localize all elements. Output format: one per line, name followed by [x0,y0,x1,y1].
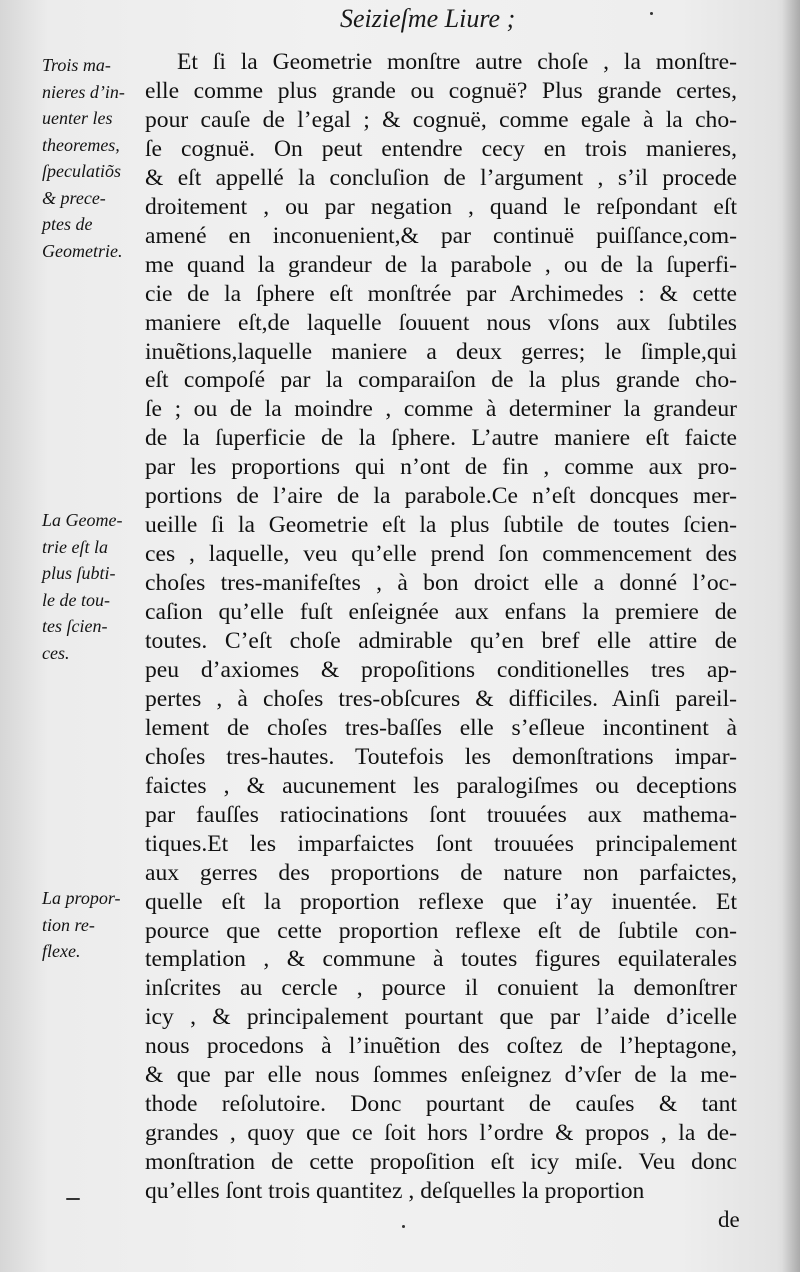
margin-note-trois-manieres [42,52,146,264]
text-line: maniere eſt,de laquelle ſouuent nous vſons aux ſubtiles [145,309,737,336]
text-line: thode reſolutoire. Donc pourtant de cauſes & tant [145,1091,737,1118]
text-line: inuẽtions,laquelle maniere a deux gerres; le ſimple,qui [145,338,737,365]
margin-note-line: plus ſubti- [42,563,116,583]
text-line: templation , & commune à toutes figures equilaterales [145,946,737,973]
margin-note-line: le de tou- [42,589,110,610]
text-line: par fauſſes ratiocinations ſont trouuées aux mathema- [145,801,737,828]
text-line: amené en inconuenient,& par continuë puiſſance,com- [145,222,737,249]
text-line: ſe cognuë. On peut entendre cecy en trois manieres, [145,135,737,162]
running-head: Seizieſme Liure ; [340,4,516,33]
text-line: par les proportions qui n’ont de fin , comme aux pro- [145,454,737,481]
text-line: elle comme plus grande ou cognuë? Plus grande certes, [145,77,737,104]
text-line: pertes , à choſes tres-obſcures & difficiles. Ainſi pareil- [145,685,737,712]
text-line: Et ſi la Geometrie monſtre autre choſe , la monſtre- [177,49,737,75]
margin-note-line: flexe. [42,941,81,961]
ink-mark [66,1198,80,1200]
text-line: me quand la grandeur de la parabole , ou de la ſuperfi- [145,251,737,278]
text-line: icy , & principalement pourtant que par l’aide d’icelle [145,1004,737,1031]
text-line: tiques.Et les imparfaictes ſont trouuées principalement [145,830,737,857]
margin-note-line: tes ſcien- [42,616,108,636]
margin-note-line: tion re- [42,914,95,935]
margin-note-line: La Geome- [42,510,123,530]
text-line: eſt compoſé par la comparaiſon de la plus grande cho- [145,367,737,394]
text-line: choſes tres-hautes. Toutefois les demonſtrations impar- [145,743,737,770]
text-line: & que par elle nous ſommes enſeignez d’vſer de la me- [145,1062,737,1089]
text-line: aux gerres des proportions de nature non parfaictes, [145,859,737,886]
text-line: peu d’axiomes & propoſitions conditionelles tres ap- [145,656,737,683]
text-line: choſes tres-manifeſtes , à bon droict elle a donné l’oc- [145,570,737,597]
ink-speck [650,12,653,15]
text-line: pour cauſe de l’egal ; & cognuë, comme egale à la cho- [145,106,737,133]
text-line: de la ſuperficie de la ſphere. L’autre maniere eſt faicte [145,425,737,452]
page-edge-shadow [782,0,800,1272]
text-line: lement de choſes tres-baſſes elle s’eſleue incontinent à [145,714,737,741]
margin-note-line: ces. [42,642,70,663]
margin-note-geometrie-subtile [42,507,146,666]
margin-note-line: ptes de [42,214,93,234]
margin-note-line: ſpeculatiõs [42,161,121,181]
text-line: & eſt appellé la concluſion de l’argument , s’il procede [145,164,737,191]
ink-speck [402,1225,405,1228]
margin-note-line: Geometrie. [42,240,123,261]
text-line: monſtration de cette propoſition eſt icy miſe. Veu donc [145,1149,737,1176]
text-line: toutes. C’eſt choſe admirable qu’en bref elle attire de [145,628,737,654]
catchword: de [718,1207,740,1232]
text-line: ces , laquelle, veu qu’elle prend ſon commencement des [145,541,737,568]
text-line: droitement , ou par negation , quand le reſpondant eſt [145,193,737,220]
text-line: caſion qu’elle fuſt enſeignée aux enfans la premiere de [145,599,737,626]
text-line: inſcrites au cercle , pource il conuient la demonſtrer [145,975,737,1002]
margin-note-line: Trois ma- [42,55,111,75]
text-line: pource que cette proportion reflexe eſt de ſubtile con- [145,917,737,944]
text-line: cie de la ſphere eſt monſtrée par Archimedes : & cette [145,280,737,307]
margin-note-line: trie eſt la [42,536,108,557]
margin-note-line: theoremes, [42,134,120,155]
margin-note-proportion-reflexe [42,885,146,965]
text-line: qu’elles ſont trois quantitez , deſquelles la proportion [145,1178,645,1205]
margin-note-line: uenter les [42,108,113,128]
text-line: grandes , quoy que ce ſoit hors l’ordre & propos , la de- [145,1120,737,1147]
margin-note-line: nieres d’in- [42,81,125,102]
text-line: portions de l’aire de la parabole.Ce n’eſt doncques mer- [145,483,737,510]
text-line: quelle eſt la proportion reflexe que i’ay inuentée. Et [145,888,737,915]
text-line: ueille ſi la Geometrie eſt la plus ſubtile de toutes ſcien- [145,512,737,539]
text-line: nous procedons à l’inuẽtion des coſtez de l’heptagone, [145,1033,737,1060]
text-line: ſe ; ou de la moindre , comme à determiner la grandeur [145,396,737,423]
margin-note-line: & prece- [42,187,106,208]
margin-note-line: La propor- [42,888,121,908]
text-line: faictes , & aucunement les paralogiſmes ou deceptions [145,772,737,799]
